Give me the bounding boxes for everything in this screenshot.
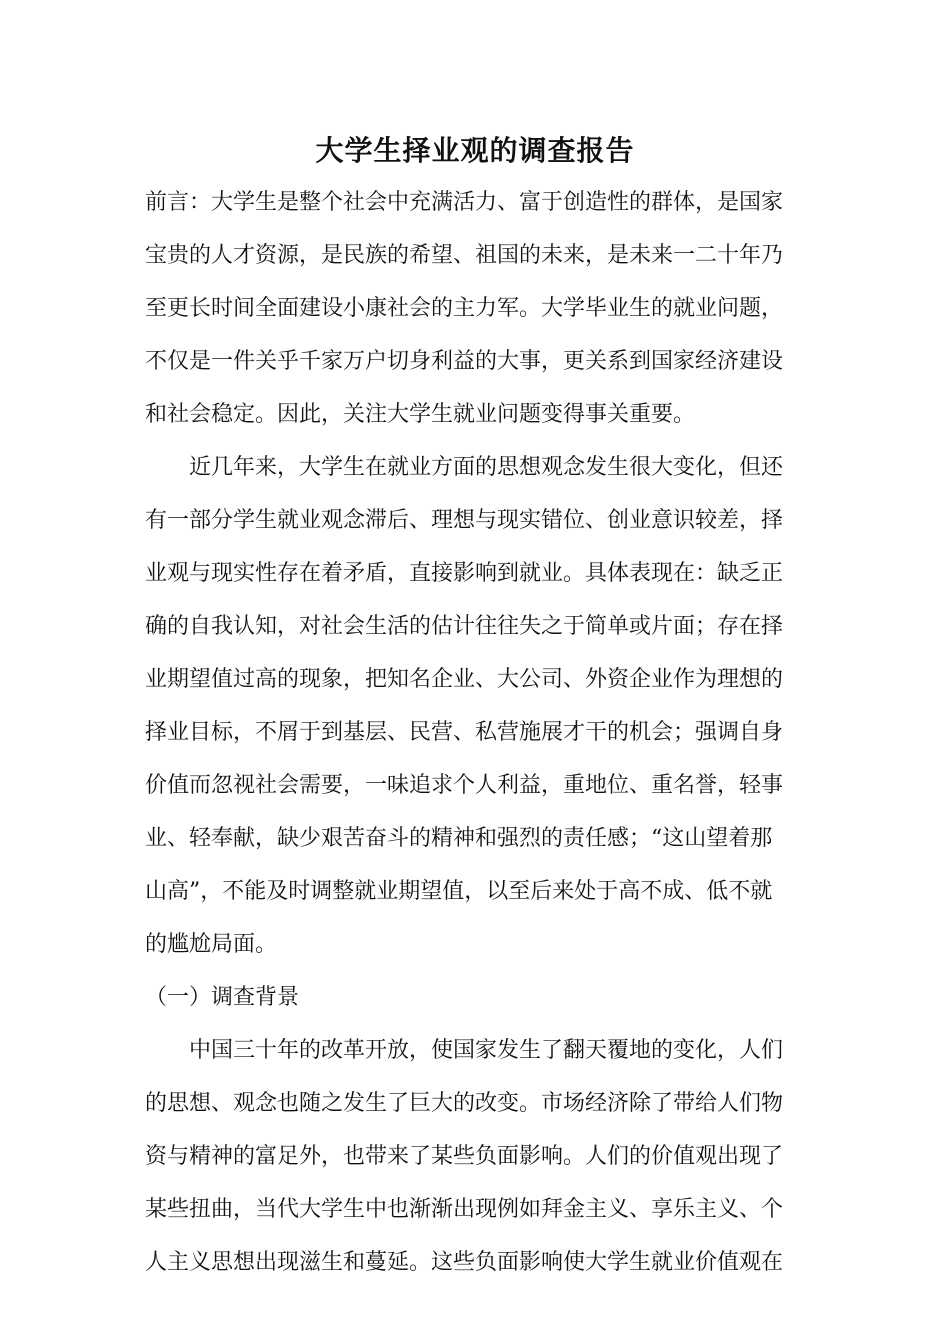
document-body bbox=[145, 176, 809, 1289]
paragraph-line: 至更长时间全面建设小康社会的主力军。大学毕业生的就业问题， bbox=[145, 296, 784, 321]
paragraph-line: 近几年来，大学生在就业方面的思想观念发生很大变化，但还 bbox=[189, 455, 784, 480]
paragraph-line: 宝贵的人才资源，是民族的希望、祖国的未来，是未来一二十年乃 bbox=[145, 243, 784, 268]
paragraph-line: 和社会稳定。因此，关注大学生就业问题变得事关重要。 bbox=[145, 402, 696, 427]
paragraph-line: 价值而忽视社会需要，一味追求个人利益，重地位、重名誉，轻事 bbox=[145, 773, 784, 798]
paragraph-line: 资与精神的富足外，也带来了某些负面影响。人们的价值观出现了 bbox=[145, 1144, 784, 1169]
paragraph-line: 前言：大学生是整个社会中充满活力、富于创造性的群体，是国家 bbox=[145, 190, 784, 215]
body-paragraph-3 bbox=[145, 1024, 809, 1289]
paragraph-line: 的尴尬局面。 bbox=[145, 932, 278, 957]
paragraph-line: 业期望值过高的现象，把知名企业、大公司、外资企业作为理想的 bbox=[145, 667, 784, 692]
section-heading: （一）调查背景 bbox=[145, 985, 300, 1010]
paragraph-line: 山高”，不能及时调整就业期望值，以至后来处于高不成、低不就 bbox=[145, 879, 773, 904]
document-title: 大学生择业观的调查报告 bbox=[315, 134, 635, 167]
paragraph-line: 择业目标，不屑于到基层、民营、私营施展才干的机会；强调自身 bbox=[145, 720, 784, 745]
paragraph-line: 确的自我认知，对社会生活的估计往往失之于简单或片面；存在择 bbox=[145, 614, 784, 639]
body-paragraph-2 bbox=[145, 441, 809, 971]
paragraph-line: 不仅是一件关乎千家万户切身利益的大事，更关系到国家经济建设 bbox=[145, 349, 784, 374]
preface-paragraph bbox=[145, 176, 809, 441]
paragraph-line: 人主义思想出现滋生和蔓延。这些负面影响使大学生就业价值观在 bbox=[145, 1250, 784, 1275]
paragraph-line: 某些扭曲，当代大学生中也渐渐出现例如拜金主义、享乐主义、个 bbox=[145, 1197, 784, 1222]
paragraph-line: 业观与现实性存在着矛盾，直接影响到就业。具体表现在：缺乏正 bbox=[145, 561, 784, 586]
paragraph-line: 中国三十年的改革开放，使国家发生了翻天覆地的变化，人们 bbox=[189, 1038, 784, 1063]
paragraph-line: 的思想、观念也随之发生了巨大的改变。市场经济除了带给人们物 bbox=[145, 1091, 784, 1116]
paragraph-line: 业、轻奉献，缺少艰苦奋斗的精神和强烈的责任感；“这山望着那 bbox=[145, 826, 773, 851]
paragraph-line: 有一部分学生就业观念滞后、理想与现实错位、创业意识较差，择 bbox=[145, 508, 784, 533]
